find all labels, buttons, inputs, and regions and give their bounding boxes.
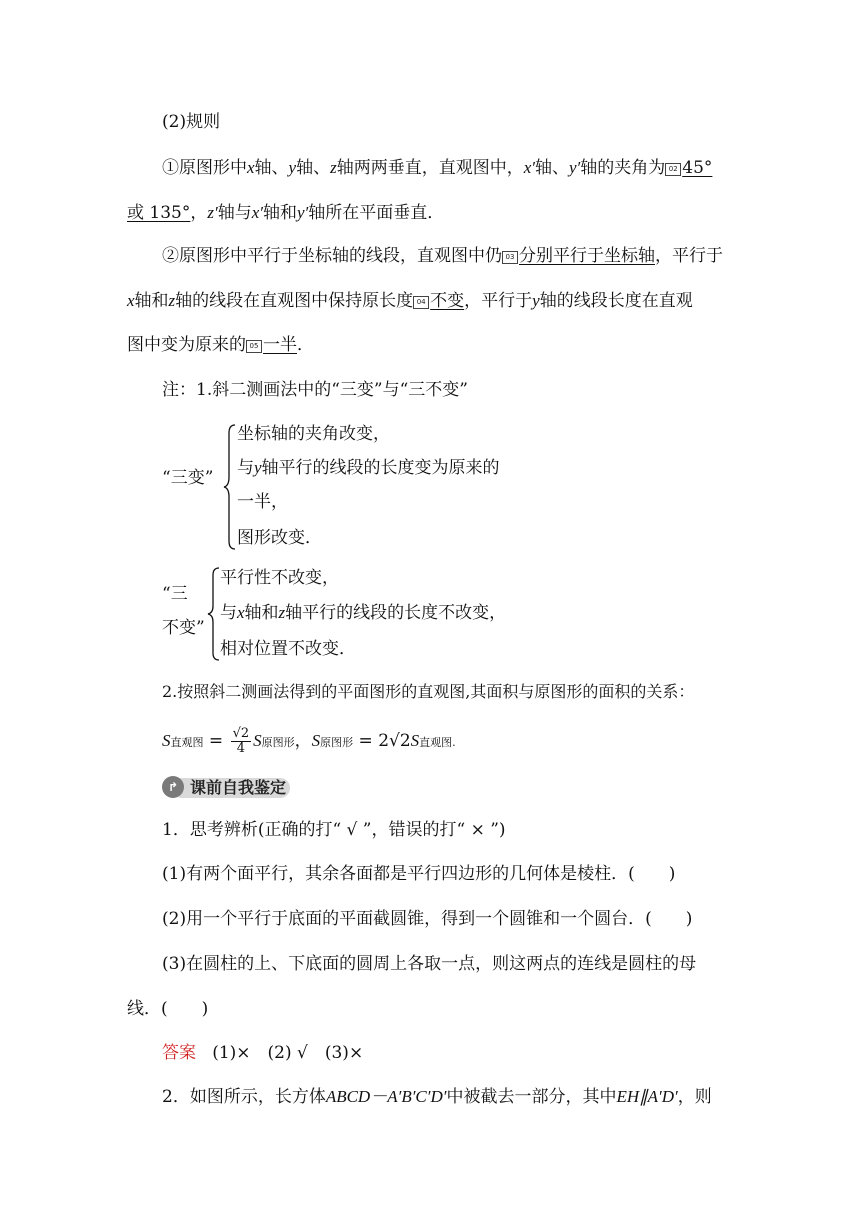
blank-marker: 05 [246,340,262,353]
san-bu-bian-item-1: 平行性不改变， [220,568,339,588]
q2-stem: 2．如图所示，长方体ABCD－A′B′C′D′中被截去一部分，其中EH∥A′D′，则 [162,1087,712,1107]
q1-statement-3a: (3)在圆柱的上、下底面的圆周上各取一点，则这两点的连线是圆柱的母 [162,954,697,974]
rule-2-line-3: 图中变为原来的 05 一半． [127,335,314,355]
blank-marker: 03 [502,251,518,264]
rule-2-line-2: x轴和z轴的线段在直观图中保持原长度 04 不变，平行于y轴的线段长度在直观 [127,291,693,311]
blank-answer: 或 135° [127,203,191,223]
san-bian-item-1: 坐标轴的夹角改变， [237,424,390,444]
q1-statement-3b: 线．( ) [127,999,209,1019]
rule-1-line-1: ①原图形中x轴、y轴、z轴两两垂直，直观图中，x′轴、y′轴的夹角为 02 45° [162,158,713,178]
blank-marker: 04 [413,296,429,309]
area-formula: S直观图 = $\frac{√2}{4}$ S原图形，S原图形 = 2√2S直观图. [162,726,456,756]
rule-1-line-2: 或 135°，z′轴与x′轴和y′轴所在平面垂直． [127,203,445,223]
section-header [162,775,302,801]
blank-marker: 02 [665,163,681,176]
q1-answer [162,1041,363,1065]
rules-heading: (2)规则 [162,112,221,132]
san-bian-item-4: 图形改变． [237,528,322,548]
san-bian-item-2: 与y轴平行的线段的长度变为原来的 [237,458,500,478]
san-bu-bian-label-2: 不变” [162,618,205,638]
san-bu-bian-item-3: 相对位置不改变． [220,639,356,659]
blank-answer: 45° [682,158,713,178]
note-item-2: 2.按照斜二测画法得到的平面图形的直观图,其面积与原图形的面积的关系： [162,682,695,701]
fraction: $\frac{√2}{4}$ [232,726,250,756]
blank-answer: 一半 [263,335,297,355]
left-brace-icon [207,566,221,662]
section-title: 课前自我鉴定 [190,778,287,797]
section-arrow-icon: ↱ [162,776,184,798]
q1-stem: 1．思考辨析(正确的打“ √ ”，错误的打“ × ”) [162,820,506,840]
q1-statement-2: (2)用一个平行于底面的平面截圆锥，得到一个圆锥和一个圆台．( ) [162,909,693,929]
san-bian-label: “三变” [162,468,214,488]
san-bu-bian-label-1: “三 [162,584,188,604]
left-brace-icon [223,423,237,551]
answer-label: 答案 [162,1043,196,1063]
rule-2-line-1: ②原图形中平行于坐标轴的线段，直观图中仍 03 分别平行于坐标轴，平行于 [162,246,723,266]
blank-answer: 不变 [430,291,465,311]
q1-statement-1: (1)有两个面平行，其余各面都是平行四边形的几何体是棱柱．( ) [162,864,676,884]
answer-text: (1)× (2) √ (3)× [212,1043,364,1063]
san-bian-item-3: 一半， [237,492,288,512]
blank-answer: 分别平行于坐标轴 [519,246,655,266]
san-bu-bian-item-2: 与x轴和z轴平行的线段的长度不改变， [220,603,507,623]
note-title: 注：1.斜二测画法中的“三变”与“三不变” [162,380,468,400]
